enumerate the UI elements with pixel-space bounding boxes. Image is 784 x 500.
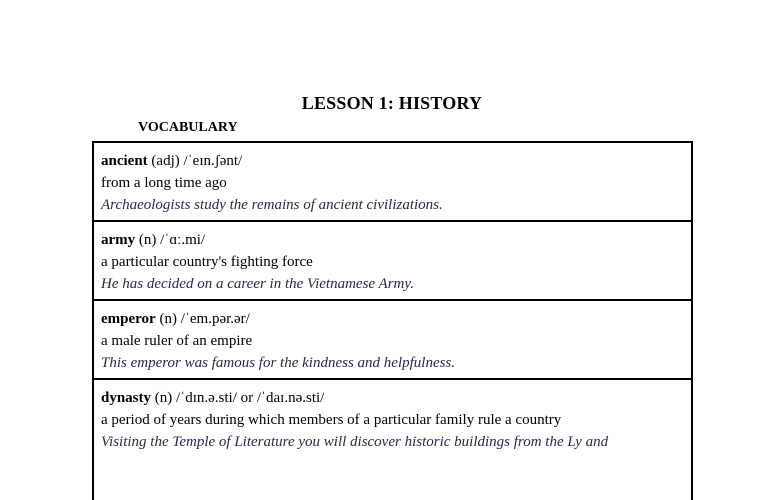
entry-headline — [101, 150, 691, 172]
vocab-entry-army — [94, 222, 691, 301]
entry-part-of-speech: (n) — [159, 311, 177, 327]
entry-definition: from a long time ago — [101, 175, 227, 191]
page-title: LESSON 1: HISTORY — [301, 93, 483, 113]
entry-headline — [101, 387, 691, 409]
entry-part-of-speech: (n) — [154, 390, 173, 406]
entry-part-of-speech: (adj) — [151, 153, 180, 169]
entry-example: Archaeologists study the remains of ancient civilizations. — [101, 197, 443, 213]
entry-headline — [101, 229, 691, 251]
vocab-entry-dynasty — [94, 380, 691, 500]
entry-definition: a particular country's fighting force — [101, 254, 313, 270]
vocabulary-table — [92, 141, 693, 500]
entry-definition: a male ruler of an empire — [101, 333, 253, 349]
entry-definition: a period of years during which members of a particular family rule a country — [101, 412, 562, 428]
entry-word: dynasty — [101, 390, 152, 406]
entry-pronunciation: /ˈdɪn.ə.sti/ — [176, 390, 237, 406]
entry-pronunciation-alt: /ˈdaɪ.nə.sti/ — [256, 390, 325, 406]
entry-example: This emperor was famous for the kindness and helpfulness. — [101, 355, 456, 371]
entry-word: ancient — [101, 153, 148, 169]
entry-pronunciation: /ˈem.pər.ər/ — [180, 311, 250, 327]
entry-word: army — [101, 232, 136, 248]
entry-pronunciation: /ˈeɪn.ʃənt/ — [183, 153, 243, 169]
entry-part-of-speech: (n) — [138, 232, 157, 248]
vocab-entry-emperor — [94, 301, 691, 380]
entry-example: He has decided on a career in the Vietnamese Army. — [101, 276, 414, 292]
section-heading: VOCABULARY — [138, 120, 238, 135]
entry-headline — [101, 308, 691, 330]
entry-pronunciation: /ˈɑː.mi/ — [160, 232, 206, 248]
vocab-entry-ancient — [94, 143, 691, 222]
entry-example: Visiting the Temple of Literature you will discover historic buildings from the Ly and — [101, 434, 609, 450]
entry-word: emperor — [101, 311, 156, 327]
entry-or-connector: or — [240, 390, 254, 406]
